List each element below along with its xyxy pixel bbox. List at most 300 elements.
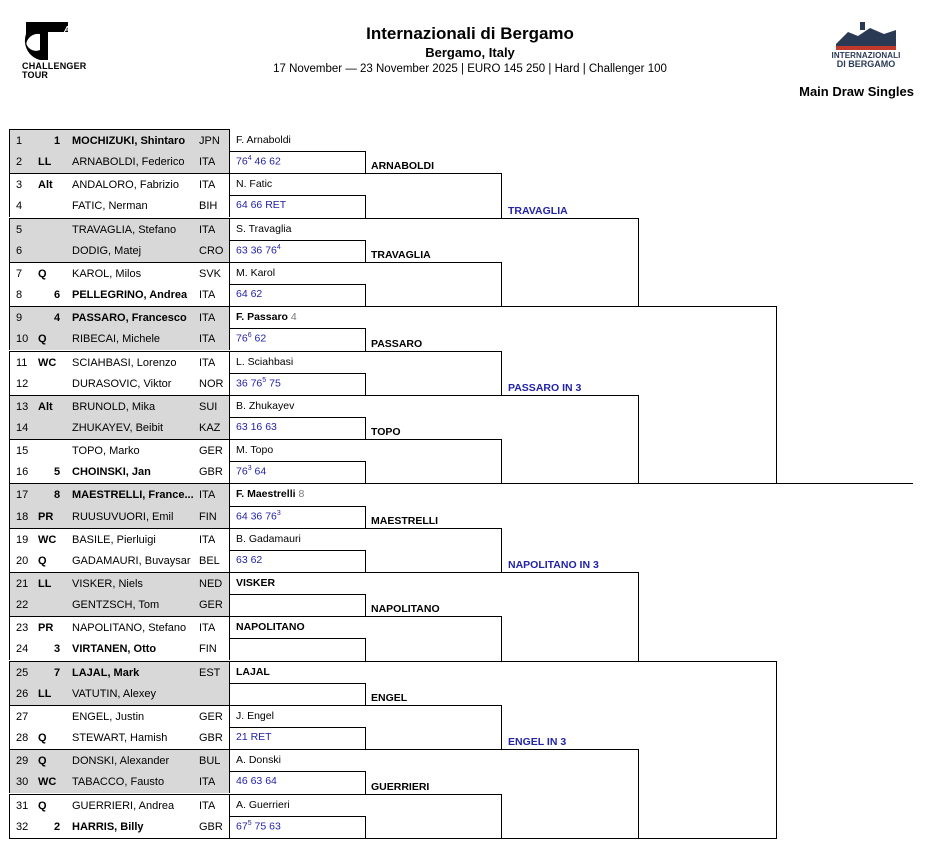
player-nationality: BIH: [199, 200, 218, 213]
bracket-line: [229, 705, 365, 706]
player-nationality: GER: [199, 599, 223, 612]
draw-row: [9, 417, 230, 439]
bracket-line: [638, 395, 639, 485]
player-nationality: FIN: [199, 643, 217, 656]
tournament-logo-line1: INTERNAZIONALI: [831, 51, 901, 60]
player-nationality: ITA: [199, 622, 216, 635]
bracket-line: [229, 461, 365, 462]
seed-number: 2: [54, 820, 61, 833]
bracket-line: [365, 395, 501, 396]
tournament-logo: [830, 20, 902, 82]
draw-position: 22: [16, 599, 29, 612]
draw-row: [9, 594, 230, 616]
bracket-line: [229, 351, 365, 352]
draw-row: [9, 284, 230, 306]
bracket-line: [365, 661, 501, 662]
draw-type: Main Draw Singles: [799, 84, 914, 99]
draw-row: [9, 572, 230, 595]
draw-row: [9, 461, 230, 483]
bracket-line: [365, 550, 366, 573]
bracket-line: [501, 306, 638, 307]
player-name: BRUNOLD, Mika: [72, 400, 156, 413]
player-nationality: ITA: [199, 223, 216, 236]
entry-type: LL: [38, 578, 52, 590]
round2-winner: TOPO: [371, 426, 401, 439]
round1-winner: [236, 223, 291, 235]
player-name: VIRTANEN, Otto: [72, 643, 157, 656]
bracket-line: [365, 727, 366, 750]
bracket-line: [638, 218, 639, 308]
bracket-line: [501, 173, 502, 218]
bracket-line: [501, 705, 502, 750]
draw-row: [9, 306, 230, 329]
tournament-logo-line2: DI BERGAMO: [836, 59, 896, 69]
bracket-line: [365, 151, 366, 174]
player-name: GADAMAURI, Buvaysar: [72, 554, 191, 567]
entry-type: Q: [38, 267, 47, 280]
bracket-line: [365, 173, 501, 174]
draw-position: 27: [16, 710, 29, 723]
bracket-line: [229, 195, 365, 196]
draw-row: [9, 483, 230, 506]
round1-winner-name: B. Zhukayev: [236, 399, 295, 412]
player-nationality: BUL: [199, 755, 221, 768]
round1-score: 64 62: [236, 288, 263, 301]
draw-position: 11: [16, 356, 28, 369]
draw-position: 19: [16, 533, 29, 546]
round1-winner-name: S. Travaglia: [236, 222, 292, 235]
draw-position: 12: [16, 377, 29, 390]
bracket-line: [365, 794, 501, 795]
draw-row: [9, 240, 230, 262]
draw-position: 17: [16, 489, 29, 502]
entry-type: Q: [38, 732, 47, 745]
bracket-line: [229, 328, 365, 329]
round1-winner: [236, 134, 291, 146]
bracket-line: [638, 749, 639, 839]
draw-position: 28: [16, 732, 29, 745]
seed-number: 6: [54, 289, 61, 302]
round1-winner-name: A. Guerrieri: [236, 798, 290, 811]
round1-score: 63 62: [236, 553, 263, 566]
draw-position: 24: [16, 643, 29, 656]
round1-score: 64 36 $76^3$: [236, 509, 281, 523]
bracket-line: [501, 351, 502, 396]
player-name: NAPOLITANO, Stefano: [72, 622, 187, 635]
player-nationality: NED: [199, 578, 223, 590]
round1-winner: [236, 444, 273, 456]
round1-winner: [236, 710, 274, 722]
atp-logo-text: ATP: [64, 25, 80, 34]
bracket-line: [365, 284, 366, 307]
quarterfinal-winner: ENGEL IN 3: [508, 736, 567, 749]
bracket-line: [501, 395, 638, 396]
entry-type: Alt: [38, 179, 53, 192]
bracket-line: [365, 572, 501, 573]
bracket-line: [365, 616, 501, 617]
bracket-line: [229, 218, 365, 219]
bracket-line: [229, 838, 365, 839]
seed-number: 4: [54, 312, 61, 325]
bracket-line: [229, 240, 365, 241]
round1-score: $76^6$ 62: [236, 332, 267, 345]
bracket-line: [365, 528, 501, 529]
player-nationality: ITA: [199, 356, 216, 369]
atp-challenger-logo: [22, 20, 88, 82]
player-name: STEWART, Hamish: [72, 732, 168, 745]
player-name: VATUTIN, Alexey: [72, 687, 156, 700]
draw-position: 29: [16, 755, 29, 768]
player-nationality: BEL: [199, 554, 220, 567]
draw-row: [9, 749, 230, 772]
round1-winner-name: M. Karol: [236, 266, 276, 279]
entry-type: PR: [38, 622, 54, 635]
bracket-line: [501, 749, 638, 750]
round1-winner-seed: 4: [287, 311, 297, 324]
player-name: FATIC, Nerman: [72, 200, 148, 213]
player-name: GUERRIERI, Andrea: [72, 799, 175, 812]
bracket-line: [229, 616, 365, 617]
bracket-line: [638, 661, 776, 662]
player-nationality: ITA: [199, 776, 216, 789]
bracket-line: [365, 838, 501, 839]
round1-winner-name: M. Topo: [236, 444, 274, 457]
round1-winner-name: A. Donski: [236, 754, 281, 767]
round1-score: $76^3$ 64: [236, 465, 267, 478]
player-name: ARNABOLDI, Federico: [72, 156, 185, 169]
draw-position: 3: [16, 179, 23, 192]
bracket-line: [365, 461, 366, 484]
draw-row: [9, 683, 230, 705]
player-name: PASSARO, Francesco: [72, 312, 187, 325]
player-name: MAESTRELLI, France...: [72, 489, 194, 502]
player-name: SCIAHBASI, Lorenzo: [72, 356, 177, 369]
draw-row: [9, 705, 230, 728]
draw-position: 26: [16, 687, 29, 700]
draw-row: [9, 129, 230, 152]
round1-winner-name: N. Fatic: [236, 178, 273, 191]
draw-row: [9, 328, 230, 350]
round1-winner: [236, 621, 305, 633]
bracket-line: [229, 306, 365, 307]
player-nationality: CRO: [199, 244, 224, 257]
player-name: ANDALORO, Fabrizio: [72, 179, 179, 192]
entry-type: Q: [38, 755, 47, 768]
draw-row: [9, 816, 230, 839]
bracket-line: [229, 771, 365, 772]
bracket-line: [501, 661, 638, 662]
draw-row: [9, 262, 230, 285]
seed-number: 5: [54, 466, 61, 479]
round2-winner: PASSARO: [371, 337, 423, 350]
round1-winner: [236, 533, 301, 545]
bracket-line: [365, 594, 366, 617]
bracket-line: [229, 550, 365, 551]
bracket-line: [501, 528, 502, 573]
player-name: KAROL, Milos: [72, 267, 142, 280]
entry-type: LL: [38, 687, 52, 700]
player-nationality: EST: [199, 666, 221, 679]
round2-winner: ARNABOLDI: [371, 160, 434, 173]
draw-position: 2: [16, 156, 23, 169]
bracket-line: [776, 306, 777, 484]
quarterfinal-winner: PASSARO IN 3: [508, 381, 582, 394]
draw-row: [9, 151, 230, 173]
bracket-line: [229, 417, 365, 418]
draw-position: 23: [16, 622, 29, 635]
round1-score: 63 36 $76^4$: [236, 243, 281, 257]
bracket-line: [501, 218, 638, 219]
round1-winner-name: J. Engel: [236, 709, 274, 722]
round2-winner: ENGEL: [371, 691, 408, 704]
bracket-line: [229, 483, 365, 484]
seed-number: 3: [54, 643, 61, 656]
bracket-line: [501, 262, 502, 307]
player-nationality: ITA: [199, 533, 216, 546]
player-name: DONSKI, Alexander: [72, 755, 170, 768]
round1-winner: [236, 267, 275, 279]
bracket-line: [229, 173, 365, 174]
bracket-line: [229, 506, 365, 507]
entry-type: Q: [38, 333, 47, 346]
seed-number: 1: [54, 135, 61, 147]
entry-type: WC: [38, 776, 57, 789]
bracket-line: [638, 483, 776, 484]
round1-winner-name: LAJAL: [236, 665, 270, 678]
player-nationality: ITA: [199, 489, 216, 502]
player-name: MOCHIZUKI, Shintaro: [72, 135, 186, 147]
quarterfinal-winner: NAPOLITANO IN 3: [508, 559, 599, 571]
bracket-line: [365, 683, 366, 706]
round1-winner: [236, 754, 281, 766]
draw-row: [9, 506, 230, 528]
player-nationality: ITA: [199, 156, 216, 169]
bracket-line: [365, 328, 366, 351]
bracket-line: [501, 794, 502, 839]
round1-winner: [236, 666, 270, 678]
draw-row: [9, 351, 230, 374]
round1-winner-name: L. Sciahbasi: [236, 355, 294, 368]
draw-position: 7: [16, 267, 23, 280]
round1-winner-name: F. Passaro: [236, 311, 288, 324]
player-nationality: JPN: [199, 135, 220, 147]
draw-row: [9, 661, 230, 684]
player-name: HARRIS, Billy: [72, 820, 144, 833]
player-name: DODIG, Matej: [72, 244, 142, 257]
player-name: ZHUKAYEV, Beibit: [72, 421, 164, 434]
entry-type: LL: [38, 156, 52, 169]
bracket-line: [365, 638, 366, 661]
tournament-meta: 17 November — 23 November 2025 | EURO 145 250 | Hard | Challenger 100: [273, 63, 667, 75]
bracket-line: [229, 151, 365, 152]
draw-position: 9: [16, 312, 23, 325]
round1-winner: [236, 311, 297, 323]
draw-position: 16: [16, 466, 29, 479]
draw-position: 6: [16, 244, 23, 257]
bracket-line: [776, 661, 777, 839]
player-nationality: SUI: [199, 400, 218, 413]
player-nationality: ITA: [199, 799, 216, 812]
draw-row: [9, 439, 230, 462]
bracket-line: [638, 306, 776, 307]
bracket-line: [365, 262, 501, 263]
player-name: DURASOVIC, Viktor: [72, 377, 172, 390]
player-name: CHOINSKI, Jan: [72, 466, 151, 479]
round1-score: 21 RET: [236, 731, 272, 744]
round1-score: $67^5$ 75 63: [236, 819, 281, 833]
round1-winner: [236, 400, 294, 412]
bracket-line: [365, 705, 501, 706]
player-name: TABACCO, Fausto: [72, 776, 165, 789]
player-name: BASILE, Pierluigi: [72, 533, 156, 546]
bracket-line: [229, 439, 365, 440]
round2-winner: GUERRIERI: [371, 780, 430, 793]
seed-number: 7: [54, 666, 61, 679]
bracket-line: [365, 816, 366, 839]
entry-type: Q: [38, 554, 47, 567]
draw-row: [9, 794, 230, 817]
entry-type: WC: [38, 356, 57, 369]
round1-winner-name: NAPOLITANO: [236, 621, 305, 634]
player-nationality: ITA: [199, 333, 216, 346]
round1-score: 36 $76^5$ 75: [236, 376, 281, 390]
bracket-line: [501, 838, 638, 839]
bracket-line: [365, 771, 366, 794]
player-name: VISKER, Niels: [72, 578, 143, 590]
round2-winner: MAESTRELLI: [371, 514, 439, 527]
bracket-line: [501, 483, 638, 484]
player-nationality: FIN: [199, 510, 217, 523]
draw-row: [9, 638, 230, 660]
bracket-line: [501, 439, 502, 484]
player-name: PELLEGRINO, Andrea: [72, 289, 188, 302]
bracket-line: [229, 638, 365, 639]
draw-row: [9, 173, 230, 196]
bracket-line: [229, 683, 365, 684]
round1-winner: [236, 178, 272, 190]
draw-position: 20: [16, 554, 29, 567]
draw-position: 5: [16, 223, 23, 236]
quarterfinal-winner: TRAVAGLIA: [508, 204, 568, 217]
round1-winner: [236, 799, 290, 811]
draw-position: 15: [16, 445, 29, 458]
round1-winner: [236, 577, 275, 589]
round2-winner: NAPOLITANO: [371, 603, 440, 616]
bracket-line: [229, 262, 365, 263]
bracket-line: [365, 506, 366, 529]
round1-winner-name: F. Arnaboldi: [236, 134, 291, 146]
tour-text: TOUR: [22, 70, 49, 80]
player-nationality: GBR: [199, 466, 223, 479]
bracket-line: [229, 284, 365, 285]
player-nationality: GBR: [199, 820, 223, 833]
round1-score: $76^4$ 46 62: [236, 155, 281, 168]
round1-winner-name: VISKER: [236, 577, 276, 589]
bracket-line: [229, 727, 365, 728]
player-name: GENTZSCH, Tom: [72, 599, 160, 612]
draw-row: [9, 771, 230, 793]
bracket-line: [229, 661, 365, 662]
draw-position: 8: [16, 289, 23, 302]
bracket-line: [365, 351, 501, 352]
player-nationality: KAZ: [199, 421, 221, 434]
bracket-line: [365, 195, 366, 218]
bergamo-logo-icon: [830, 20, 902, 52]
seed-number: 8: [54, 489, 61, 502]
round1-score: 64 66 RET: [236, 199, 287, 212]
bracket-line: [229, 816, 365, 817]
draw-position: 21: [16, 578, 29, 590]
player-nationality: SVK: [199, 267, 222, 280]
round1-winner: [236, 488, 304, 500]
bracket-line: [229, 572, 365, 573]
draw-position: 30: [16, 776, 29, 789]
player-nationality: ITA: [199, 179, 216, 192]
bracket-line: [365, 306, 501, 307]
round1-winner-name: F. Maestrelli: [236, 488, 296, 501]
draw-position: 13: [16, 400, 29, 413]
draw-position: 31: [16, 799, 29, 812]
bracket-line: [229, 594, 365, 595]
bracket-line: [229, 749, 365, 750]
round1-winner-name: B. Gadamauri: [236, 532, 301, 545]
player-name: LAJAL, Mark: [72, 666, 140, 679]
bracket-line: [501, 572, 638, 573]
entry-type: WC: [38, 533, 57, 546]
bracket-line: [776, 483, 913, 484]
draw-row: [9, 550, 230, 572]
draw-row: [9, 727, 230, 749]
draw-position: 4: [16, 200, 23, 213]
entry-type: PR: [38, 510, 54, 523]
player-name: TOPO, Marko: [72, 445, 140, 458]
player-nationality: ITA: [199, 312, 216, 325]
entry-type: Q: [38, 799, 47, 812]
page-subtitle: Bergamo, Italy: [425, 45, 515, 60]
bracket-line: [229, 794, 365, 795]
draw-row: [9, 616, 230, 639]
draw-position: 10: [16, 333, 29, 346]
bracket-line: [229, 373, 365, 374]
draw-position: 1: [16, 135, 23, 147]
page-title: Internazionali di Bergamo: [366, 24, 574, 43]
round2-winner: TRAVAGLIA: [371, 248, 431, 261]
draw-position: 18: [16, 510, 29, 523]
draw-row: [9, 218, 230, 241]
draw-position: 32: [16, 820, 29, 833]
bracket-line: [365, 439, 501, 440]
atp-logo-icon: [22, 20, 88, 62]
bracket-line: [365, 749, 501, 750]
player-nationality: NOR: [199, 377, 224, 390]
round1-winner: [236, 356, 293, 368]
draw-row: [9, 395, 230, 418]
draw-position: 14: [16, 421, 29, 434]
bracket-line: [365, 417, 366, 440]
player-nationality: GER: [199, 445, 223, 458]
bracket-line: [501, 616, 502, 661]
round1-score: 46 63 64: [236, 775, 277, 788]
draw-position: 25: [16, 666, 29, 679]
draw-row: [9, 528, 230, 551]
draw-row: [9, 195, 230, 217]
player-name: RIBECAI, Michele: [72, 333, 161, 346]
player-nationality: ITA: [199, 289, 216, 302]
bracket-line: [365, 218, 501, 219]
player-nationality: GER: [199, 710, 223, 723]
bracket-line: [229, 395, 365, 396]
player-name: RUUSUVUORI, Emil: [72, 510, 174, 523]
